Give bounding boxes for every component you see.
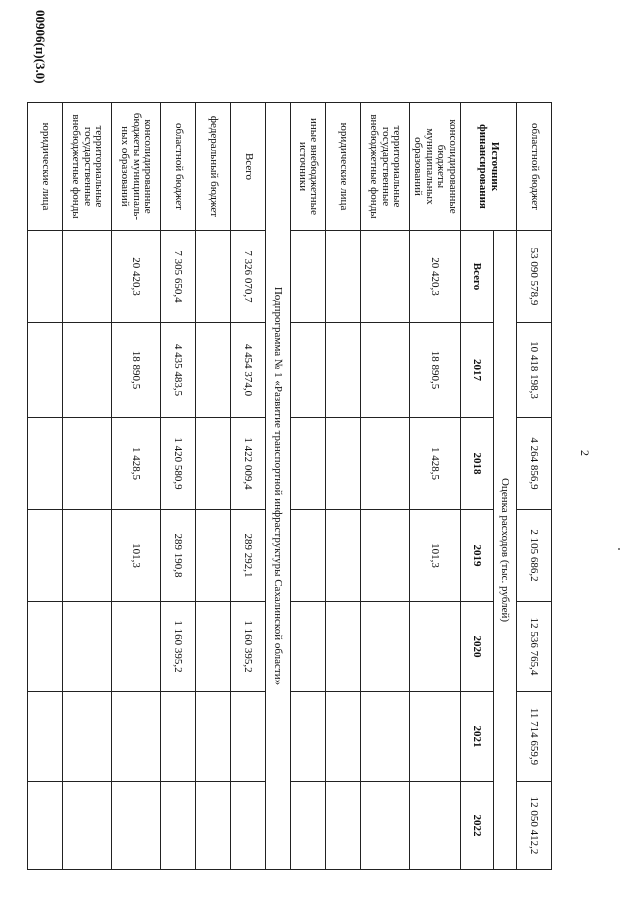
value-cell xyxy=(27,510,62,602)
scan-speck xyxy=(618,548,620,550)
column-header: Всего xyxy=(461,231,494,323)
value-cell xyxy=(290,418,325,510)
table-row xyxy=(325,103,360,870)
subprogram-title: Подпрограмма № 1 «Развитие транспортной инфраструктуры Сахалинской области» xyxy=(265,103,290,870)
row-label: федеральный бюджет xyxy=(195,103,230,231)
value-cell: 20 420,3 xyxy=(409,231,460,323)
value-cell xyxy=(27,418,62,510)
table-row xyxy=(27,103,62,870)
table-row xyxy=(62,103,111,870)
value-cell xyxy=(325,510,360,602)
value-cell xyxy=(360,510,409,602)
row-label: Всего xyxy=(230,103,265,231)
row-label: территориальные государственные внебюджетные фонды xyxy=(360,103,409,231)
value-cell xyxy=(409,692,460,782)
value-cell xyxy=(230,692,265,782)
value-cell xyxy=(27,782,62,870)
value-cell: 1 420 580,9 xyxy=(160,418,195,510)
document-code: 00906(п)(3.0) xyxy=(33,10,48,84)
value-cell xyxy=(62,602,111,692)
table-row xyxy=(409,103,460,870)
value-cell xyxy=(195,510,230,602)
row-label: консолидированные бюджеты муниципаль-ных образований xyxy=(111,103,160,231)
table-row xyxy=(195,103,230,870)
value-cell xyxy=(195,602,230,692)
value-cell: 7 326 070,7 xyxy=(230,231,265,323)
value-cell xyxy=(360,602,409,692)
value-cell: 4 264 856,9 xyxy=(517,418,552,510)
value-cell: 289 292,1 xyxy=(230,510,265,602)
table-row xyxy=(360,103,409,870)
column-header: 2020 xyxy=(461,602,494,692)
table-row xyxy=(290,103,325,870)
column-header: 2018 xyxy=(461,418,494,510)
value-cell xyxy=(62,323,111,418)
table-row xyxy=(160,103,195,870)
value-cell xyxy=(27,602,62,692)
value-cell xyxy=(27,231,62,323)
value-cell: 12 050 412,2 xyxy=(517,782,552,870)
value-cell xyxy=(409,602,460,692)
value-cell xyxy=(290,510,325,602)
value-cell xyxy=(360,782,409,870)
value-cell xyxy=(290,602,325,692)
value-cell: 11 714 659,9 xyxy=(517,692,552,782)
value-cell xyxy=(195,231,230,323)
value-cell xyxy=(195,323,230,418)
value-cell xyxy=(195,418,230,510)
value-cell xyxy=(409,782,460,870)
value-cell xyxy=(325,782,360,870)
header-row xyxy=(494,103,517,870)
budget-table xyxy=(27,102,552,870)
value-cell xyxy=(290,692,325,782)
value-cell xyxy=(325,692,360,782)
row-label: областной бюджет xyxy=(160,103,195,231)
row-label: юридические лица xyxy=(325,103,360,231)
column-header: 2021 xyxy=(461,692,494,782)
value-cell xyxy=(325,323,360,418)
value-cell xyxy=(62,510,111,602)
value-cell xyxy=(290,323,325,418)
row-label: юридические лица xyxy=(27,103,62,231)
value-cell: 53 090 578,9 xyxy=(517,231,552,323)
column-header: 2019 xyxy=(461,510,494,602)
value-cell: 18 890,5 xyxy=(409,323,460,418)
value-cell xyxy=(62,782,111,870)
value-cell xyxy=(360,418,409,510)
value-cell: 1 428,5 xyxy=(111,418,160,510)
value-cell: 289 190,8 xyxy=(160,510,195,602)
cost-estimate-header: Оценка расходов (тыс. рублей) xyxy=(494,231,517,870)
value-cell: 1 160 395,2 xyxy=(160,602,195,692)
value-cell xyxy=(325,602,360,692)
column-header: 2017 xyxy=(461,323,494,418)
value-cell: 18 890,5 xyxy=(111,323,160,418)
value-cell xyxy=(195,782,230,870)
value-cell xyxy=(111,602,160,692)
source-column-header: Источник финансирования xyxy=(461,103,517,231)
value-cell xyxy=(27,692,62,782)
value-cell: 1 160 395,2 xyxy=(230,602,265,692)
value-cell: 101,3 xyxy=(409,510,460,602)
row-label: областной бюджет xyxy=(517,103,552,231)
value-cell: 7 305 650,4 xyxy=(160,231,195,323)
row-label: территориальные государственные внебюджетные фонды xyxy=(62,103,111,231)
value-cell xyxy=(62,231,111,323)
value-cell: 4 435 483,5 xyxy=(160,323,195,418)
subprogram-row xyxy=(265,103,290,870)
value-cell xyxy=(325,231,360,323)
value-cell: 2 105 686,2 xyxy=(517,510,552,602)
table-row xyxy=(230,103,265,870)
value-cell xyxy=(160,782,195,870)
value-cell xyxy=(360,692,409,782)
value-cell xyxy=(230,782,265,870)
page-number: 2 xyxy=(578,450,592,456)
value-cell: 4 454 374,0 xyxy=(230,323,265,418)
value-cell xyxy=(62,418,111,510)
row-label: консолидированные бюджеты муниципальных образований xyxy=(409,103,460,231)
value-cell xyxy=(360,323,409,418)
table-row xyxy=(517,103,552,870)
row-label: иные внебюджетные источники xyxy=(290,103,325,231)
value-cell: 12 536 765,4 xyxy=(517,602,552,692)
value-cell: 101,3 xyxy=(111,510,160,602)
value-cell xyxy=(290,231,325,323)
value-cell xyxy=(111,782,160,870)
value-cell: 20 420,3 xyxy=(111,231,160,323)
value-cell: 10 418 198,3 xyxy=(517,323,552,418)
value-cell: 1 422 009,4 xyxy=(230,418,265,510)
value-cell xyxy=(290,782,325,870)
value-cell xyxy=(111,692,160,782)
value-cell xyxy=(62,692,111,782)
value-cell xyxy=(325,418,360,510)
value-cell xyxy=(27,323,62,418)
value-cell xyxy=(160,692,195,782)
value-cell: 1 428,5 xyxy=(409,418,460,510)
value-cell xyxy=(195,692,230,782)
column-header: 2022 xyxy=(461,782,494,870)
value-cell xyxy=(360,231,409,323)
table-row xyxy=(111,103,160,870)
